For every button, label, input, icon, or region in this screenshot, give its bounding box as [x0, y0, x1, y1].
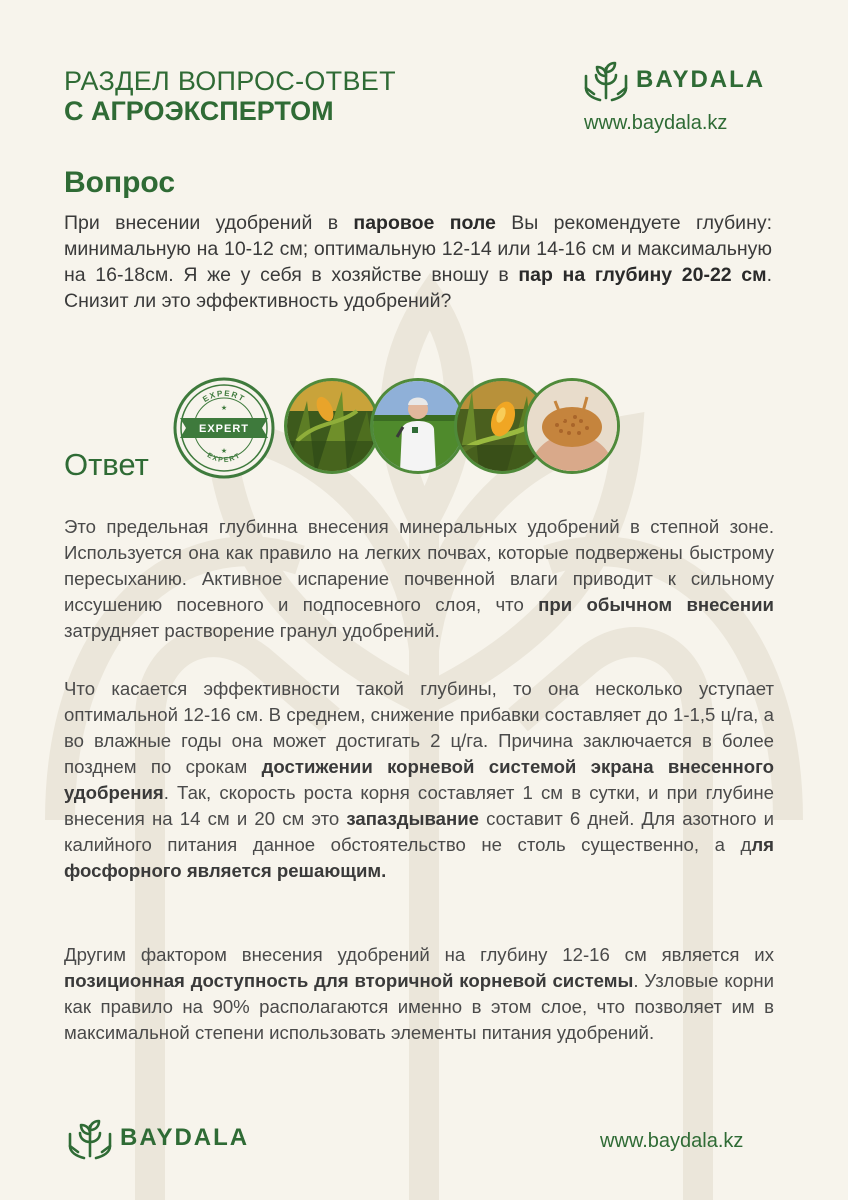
question-text-part: При внесении удобрений в: [64, 212, 354, 234]
question-text-part-bold: паровое поле: [353, 212, 496, 234]
grain-in-hands-photo: [524, 378, 620, 474]
answer-paragraph: [64, 942, 774, 1046]
answer-text-part-bold: запаздывание: [346, 808, 479, 829]
answer-paragraph: [64, 676, 774, 884]
answer-text-part: . Так, скорость роста корня составляет 1 см в сутки, и при глубине внесения на 14 см и 20 см это: [64, 782, 774, 829]
question-text: [64, 210, 772, 314]
answer-paragraph: [64, 514, 774, 644]
badge-center-text: EXPERT: [198, 423, 250, 435]
expert-badge: [172, 376, 276, 480]
sprout-hands-icon: [580, 54, 632, 106]
question-text-part: Вы рекомендуете глубину: минимальную на 10-12 см; оптимальную 12-14 или 14-16 см и максимальную на 16-18см. Я же у себя в хозяйстве вношу в: [64, 212, 773, 286]
badge-star-icon: ★: [220, 448, 228, 455]
answer-text-part: Что касается эффективности такой глубины, то она несколько уступает оптимальной 12-16 см. В среднем, снижение прибавки составляет до 1-1,5 ц/га, а во влажные годы она может достигать 2 ц/га. Причина заключается в более позднем по срокам: [64, 678, 774, 777]
brand-name: BAYDALA: [120, 1124, 250, 1151]
section-title: [64, 66, 396, 126]
answer-text-part: Это предельная глубинна внесения минеральных удобрений в степной зоне. Используется она как правило на легких почвах, которые подвержены быстрому пересыханию. Активное испарение почвенной влаги приводит к сильному иссушению посевного и подпосевного слоя, что: [64, 516, 774, 615]
answer-text-part: Другим фактором внесения удобрений на глубину 12-16 см является их: [64, 944, 774, 965]
answer-text-part: затрудняет растворение гранул удобрений.: [64, 620, 440, 641]
answer-text-part-bold: позиционная доступность для вторичной корневой системы: [64, 970, 634, 991]
answer-text-part: . Узловые корни как правило на 90% располагаются именно в этом слое, что позволяет им в максимальной степени использовать элементы питания удобрений.: [64, 970, 775, 1043]
badge-top-text: EXPERT: [201, 388, 247, 404]
answer-text-part-bold: ля фосфорного является решающим.: [64, 834, 774, 881]
brand-name: BAYDALA: [636, 66, 766, 93]
brand-logo-header: [580, 54, 780, 106]
answer-text-part-bold: достижении корневой системой экрана внесенного удобрения: [64, 756, 774, 803]
answer-heading: Ответ: [64, 447, 149, 482]
expert-portrait-photo: [370, 378, 466, 474]
corn-field-photo: [284, 378, 380, 474]
website-link-footer[interactable]: www.baydala.kz: [600, 1130, 744, 1152]
sprout-hands-icon: [64, 1112, 116, 1164]
question-text-part: . Снизит ли это эффективность удобрений?: [64, 264, 772, 312]
website-link-header[interactable]: www.baydala.kz: [584, 112, 728, 134]
brand-logo-footer: [64, 1112, 249, 1164]
answer-text-part-bold: при обычном внесении: [538, 594, 774, 615]
question-text-part-bold: пар на глубину 20-22 см: [518, 264, 767, 286]
section-title-line2: С АГРОЭКСПЕРТОМ: [64, 96, 334, 126]
section-title-line1: РАЗДЕЛ ВОПРОС-ОТВЕТ: [64, 66, 396, 96]
answer-text-part: составит 6 дней. Для азотного и калийного питания данное обстоятельство не столь существенно, а д: [64, 808, 774, 855]
question-heading: Вопрос: [64, 166, 176, 199]
badge-star-icon: ★: [220, 405, 228, 412]
badge-bottom-text: EXPERT: [205, 451, 243, 465]
